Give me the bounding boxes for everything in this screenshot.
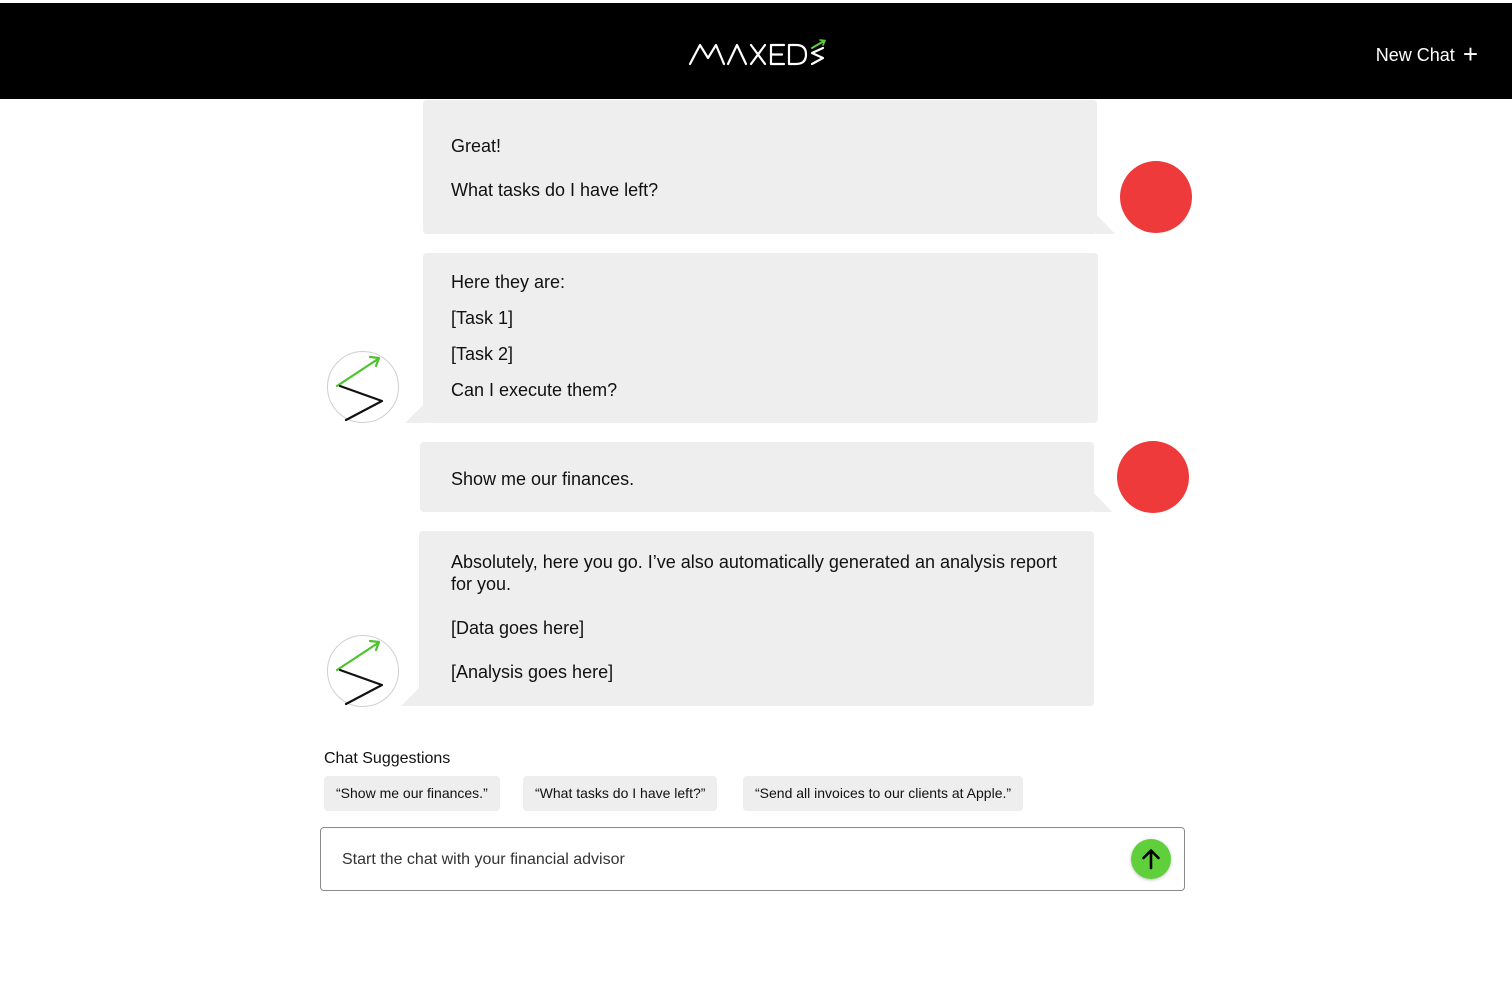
message-line: Here they are: (451, 272, 566, 292)
message-line: Can I execute them? (451, 380, 618, 400)
message-line: Show me our finances. (451, 469, 635, 489)
assistant-avatar[interactable] (327, 635, 399, 707)
assistant-message-bubble (419, 531, 1094, 706)
suggestion-chip[interactable]: “What tasks do I have left?” (523, 776, 717, 811)
new-chat-button[interactable] (1375, 38, 1478, 69)
message-line: [Task 2] (451, 344, 514, 364)
suggestion-chip[interactable]: “Send all invoices to our clients at Apple.” (743, 776, 1023, 811)
chat-suggestions-title: Chat Suggestions (324, 750, 451, 767)
maxeds-s-icon (328, 352, 398, 422)
message-line: [Data goes here] (451, 618, 585, 638)
message-line: Great! (451, 136, 502, 156)
bubble-tail (1093, 492, 1113, 512)
user-message-bubble (423, 100, 1097, 234)
user-avatar[interactable] (1117, 441, 1189, 513)
suggestion-chip[interactable]: “Show me our finances.” (324, 776, 500, 811)
maxeds-logo[interactable] (688, 39, 828, 69)
new-chat-label: New Chat (1375, 44, 1455, 65)
bubble-tail (401, 686, 421, 706)
message-line: [Analysis goes here] (451, 662, 614, 682)
maxeds-s-icon (328, 636, 398, 706)
user-message-bubble (420, 442, 1094, 512)
message-line: Absolutely, here you go. I’ve also automatically generated an analysis report for you. (451, 552, 1058, 594)
bubble-tail (1096, 214, 1116, 234)
user-avatar[interactable] (1120, 161, 1192, 233)
arrow-up-icon (1139, 847, 1163, 871)
chat-input[interactable] (340, 844, 1104, 876)
bubble-tail (405, 403, 425, 423)
plus-icon: + (1462, 38, 1478, 69)
assistant-message-bubble (423, 253, 1098, 423)
message-line: [Task 1] (451, 308, 514, 328)
send-button[interactable] (1131, 839, 1171, 879)
chat-composer (320, 827, 1185, 891)
assistant-avatar[interactable] (327, 351, 399, 423)
top-bar (0, 3, 1512, 99)
message-line: What tasks do I have left? (451, 180, 659, 200)
